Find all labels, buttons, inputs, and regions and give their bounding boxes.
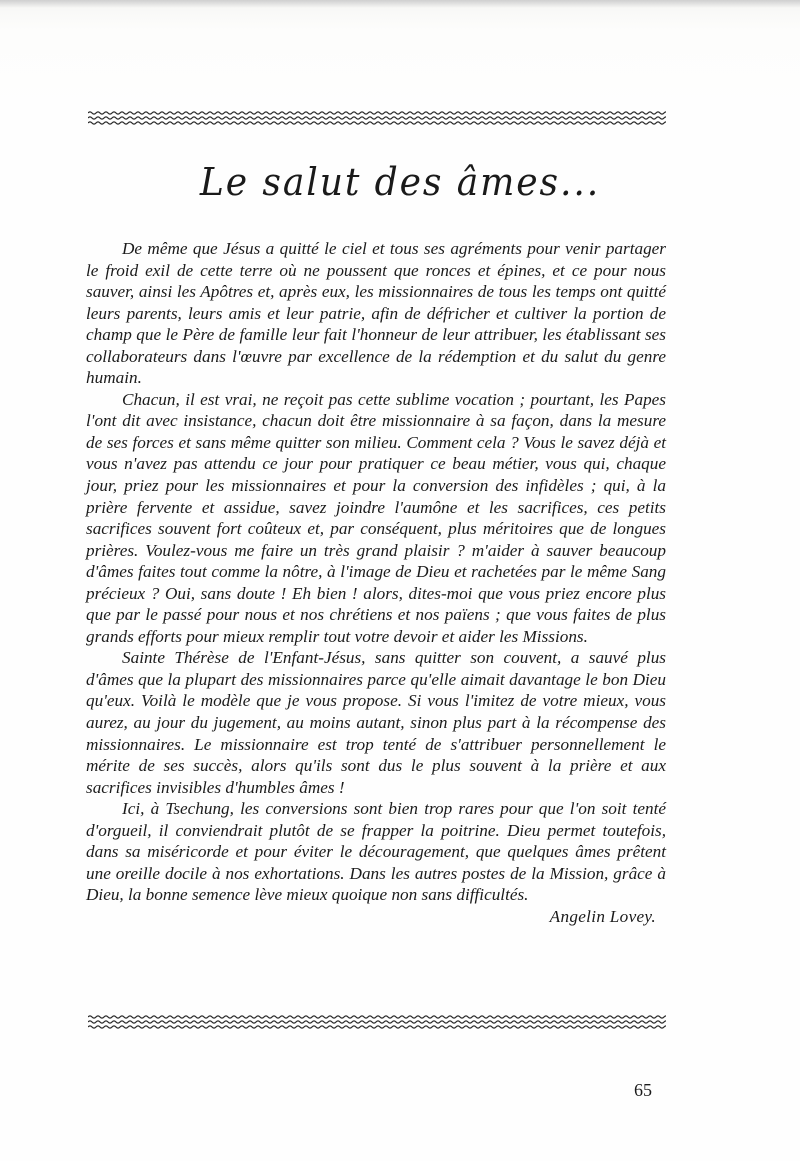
article-body — [86, 238, 666, 928]
page-title: Le salut des âmes... — [199, 160, 601, 204]
page-edge-shadow — [0, 0, 800, 8]
wave-line — [88, 1021, 666, 1023]
page-number: 65 — [634, 1080, 652, 1100]
author-signature: Angelin Lovey. — [549, 906, 656, 926]
wave-line — [88, 112, 666, 114]
wave-line — [88, 122, 666, 124]
bottom-wavy-rule — [88, 1014, 666, 1030]
paragraph-4-text: Ici, à Tsechung, les conversions sont bien trop rares pour que l'on soit tenté d'orgueil, il conviendrait plutôt de se frapper la poitrine. Dieu permet toutefois, dans sa miséricorde et pour éviter le découragement, que quelques âmes prêtent une oreille docile à nos exhortations. Dans les autres postes de la Mission, grâce à Dieu, la bonne semence lève mieux quoique non sans difficultés. — [86, 799, 666, 905]
wave-line — [88, 1016, 666, 1018]
wave-line — [88, 1026, 666, 1028]
paragraph-1: De même que Jésus a quitté le ciel et tous ses agréments pour venir partager le froid exil de cette terre où ne poussent que ronces et épines, et ce pour nous sauver, ainsi les Apôtres et, après eux, les missionnaires de tous les temps ont quitté leurs parents, leurs amis et leur patrie, afin de défricher et cultiver la portion de champ que le Père de famille leur fait l'honneur de leur attribuer, les établissant ses collaborateurs dans l'œuvre par excellence de la rédemption et du salut du genre humain. — [86, 239, 666, 388]
paragraph-2: Chacun, il est vrai, ne reçoit pas cette sublime vocation ; pourtant, les Papes l'ont dit avec insistance, chacun doit être missionnaire à sa façon, dans la mesure de ses forces et sans même quitter son milieu. Comment cela ? Vous le savez déjà et vous n'avez pas attendu ce jour pour pratiquer ce beau métier, vous qui, chaque jour, priez pour les missionnaires et pour la conversion des infidèles ; qui, à la prière fervente et assidue, savez joindre l'aumône et les sacrifices, ces petits sacrifices souvent fort coûteux et, par conséquent, plus méritoires que de longues prières. Voulez-vous me faire un très grand plaisir ? m'aider à sauver beaucoup d'âmes faites tout comme la nôtre, à l'image de Dieu et rachetées par le même Sang précieux ? Oui, sans doute ! Eh bien ! alors, dites-moi que vous priez encore plus que par le passé pour nous et nos chrétiens et nos païens ; que vous faites de plus grands efforts pour mieux remplir tout votre devoir et aider les Missions. — [86, 389, 666, 646]
top-wavy-rule — [88, 110, 666, 126]
wave-line — [88, 117, 666, 119]
paragraph-3: Sainte Thérèse de l'Enfant-Jésus, sans quitter son couvent, a sauvé plus d'âmes que la plupart des missionnaires parce qu'elle aimait davantage le bon Dieu qu'eux. Voilà le modèle que je vous propose. Si vous l'imitez de votre mieux, vous aurez, au jour du jugement, au moins autant, sinon plus part à la récompense des missionnaires. Le missionnaire est trop tenté de s'attribuer personnellement le mérite de ses succès, alors qu'ils sont dus le plus souvent à la prière et aux sacrifices invisibles d'humbles âmes ! — [86, 648, 666, 797]
paragraph-4 — [86, 798, 666, 926]
